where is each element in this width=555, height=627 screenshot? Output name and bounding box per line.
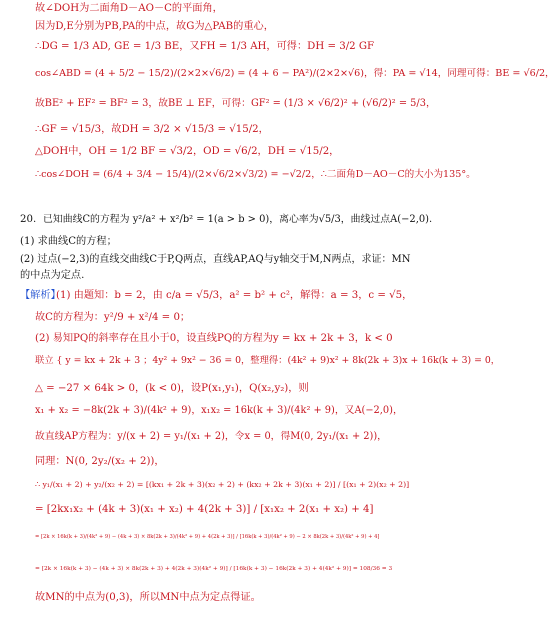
solution-line: 联立 { y = kx + 2k + 3 ；4y² + 9x² − 36 = 0，整理得：(4k² + 9)x² + 8k(2k + 3)x + 16k(k + 3) = 0， xyxy=(35,355,501,366)
solution-line: △DOH中，OH = 1/2 BF = √3/2，OD = √6/2，DH = √15/2， xyxy=(35,146,340,157)
solution-line: 故BE² + EF² = BF² = 3，故BE ⊥ EF，可得：GF² = (1/3 × √6/2)² + (√6/2)² = 5/3， xyxy=(35,98,436,109)
problem-part-1: (1) 求曲线C的方程； xyxy=(20,236,117,247)
solution-line: 因为D,E分别为PB,PA的中点，故G为△PAB的重心， xyxy=(35,21,274,32)
solution-line: = [2k × 16k(k + 3)/(4k² + 9) − (4k + 3) × 8k(2k + 3)/(4k² + 9) + 4(2k + 3)] / [16k(k + 3)/(4k² + 9) − 2 × 8k(2k + 3)/(4k² + 9) + 4] xyxy=(35,534,380,540)
problem-statement: 已知曲线C的方程为 y²/a² + x²/b² = 1(a > b > 0)，离心率为√5/3，曲线过点A(−2,0). xyxy=(43,214,433,225)
solution-line: 故C的方程为：y²/9 + x²/4 = 0； xyxy=(35,312,191,323)
solution-line: ∴cos∠DOH = (6/4 + 3/4 − 15/4)/(2×√6/2×√3/2) = −√2/2，∴二面角D－AO－C的大小为135°。 xyxy=(35,169,476,180)
solution-line: ∴GF = √15/3，故DH = 3/2 × √15/3 = √15/2， xyxy=(35,124,269,135)
solution-line: x₁ + x₂ = −8k(2k + 3)/(4k² + 9)，x₁x₂ = 16k(k + 3)/(4k² + 9)，又A(−2,0)， xyxy=(35,405,403,416)
solution-tag: 【解析】 xyxy=(20,290,61,301)
solution-line: = [2k × 16k(k + 3) − (4k + 3) × 8k(2k + 3) + 4(2k + 3)(4k² + 9)] / [16k(k + 3) − 16k(2k + 3) + 4(4k² + 9)] = 108/36 = 3 xyxy=(35,566,393,572)
solution-line: ∴ y₁/(x₁ + 2) + y₂/(x₂ + 2) = [(kx₁ + 2k + 3)(x₂ + 2) + (kx₂ + 2k + 3)(x₁ + 2)] / [(x₁ + 2)(x₂ + 2)] xyxy=(35,480,410,489)
problem-part-2-cont: 的中点为定点. xyxy=(20,270,85,281)
solution-line: 故MN的中点为(0,3)，所以MN中点为定点得证。 xyxy=(35,592,261,603)
solution-line: 故∠DOH为二面角D－AO－C的平面角， xyxy=(35,3,223,14)
solution-line: ∴DG = 1/3 AD, GE = 1/3 BE，又FH = 1/3 AH，可得：DH = 3/2 GF xyxy=(35,41,375,52)
problem-part-2: (2) 过点(−2,3)的直线交曲线C于P,Q两点，直线AP,AQ与y轴交于M,N两点，求证：MN xyxy=(20,254,411,265)
solution-line: (1) 由题知：b = 2，由 c/a = √5/3，a² = b² + c²，解得：a = 3，c = √5， xyxy=(56,290,413,301)
solution-line: △ = −27 × 64k > 0，(k < 0)，设P(x₁,y₁)，Q(x₂,y₂)，则 xyxy=(35,383,309,394)
solution-line: = [2kx₁x₂ + (4k + 3)(x₁ + x₂) + 4(2k + 3)] / [x₁x₂ + 2(x₁ + x₂) + 4] xyxy=(35,504,374,515)
problem-number: 20. xyxy=(20,214,37,225)
solution-line: 同理：N(0, 2y₂/(x₂ + 2))， xyxy=(35,456,165,467)
solution-line: (2) 易知PQ的斜率存在且小于0，设直线PQ的方程为y = kx + 2k + 3，k < 0 xyxy=(35,333,393,344)
solution-line: cos∠ABD = (4 + 5/2 − 15/2)/(2×2×√6/2) = (4 + 6 − PA²)/(2×2×√6)，得：PA = √14，同理可得：BE = √6/2， xyxy=(35,68,555,79)
solution-line: 故直线AP方程为：y/(x + 2) = y₁/(x₁ + 2)，令x = 0，得M(0, 2y₁/(x₁ + 2))， xyxy=(35,431,387,442)
